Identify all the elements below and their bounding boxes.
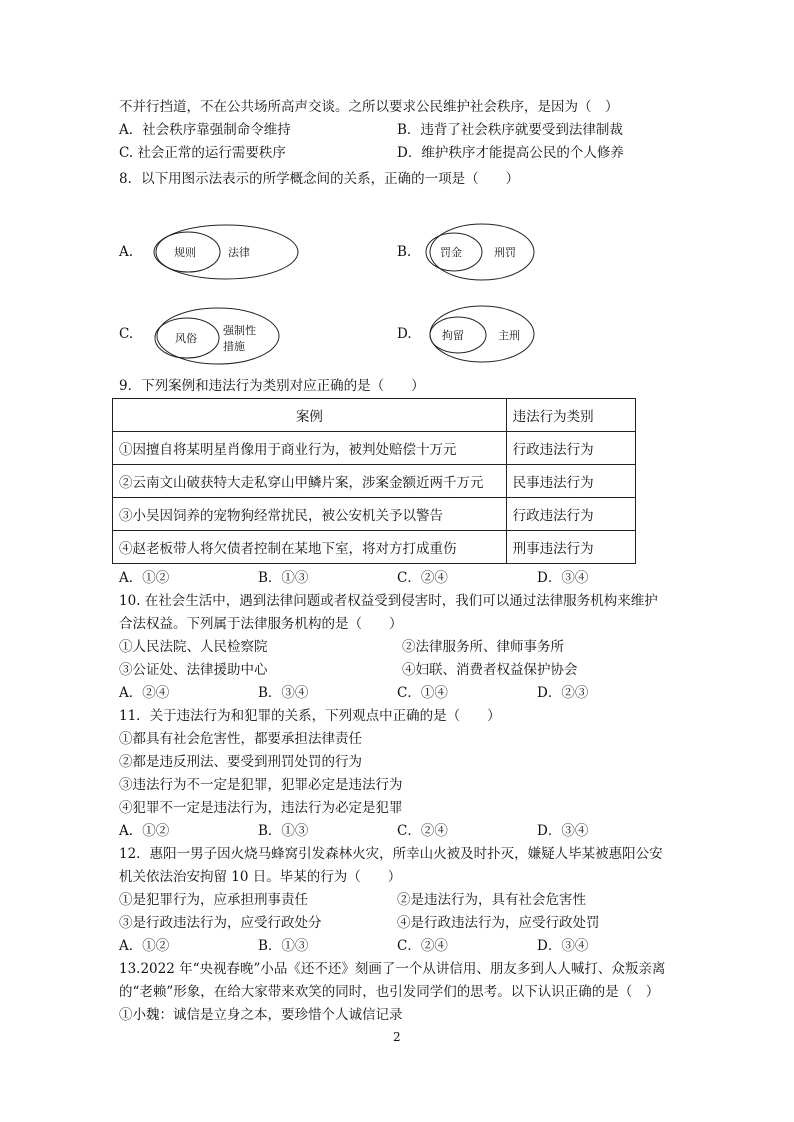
- table-cell: ②云南文山破获特大走私穿山甲鳞片案，涉案金额近两千万元: [113, 465, 507, 498]
- q10-item-2: ②法律服务所、律师事务所: [402, 639, 564, 655]
- q11-item-2: ②都是违反刑法、要受到刑罚处罚的行为: [119, 754, 362, 770]
- q12-option-b: B．①③: [258, 938, 309, 954]
- q11-option-a: A．①②: [119, 823, 170, 839]
- table-cell: ③小吴因饲养的宠物狗经常扰民，被公安机关予以警告: [113, 498, 507, 531]
- q8-diagram-c: [155, 305, 285, 367]
- q8-diagram-c-outer-line1: 强制性: [223, 324, 256, 337]
- q12-item-3: ③是行政违法行为，应受行政处分: [119, 915, 322, 931]
- q10-option-b: B．③④: [258, 685, 309, 701]
- table-row: [113, 498, 636, 531]
- q11-item-3: ③违法行为不一定是犯罪，犯罪必定是违法行为: [119, 777, 403, 793]
- q8-diagram-d-inner: 拘留: [442, 329, 464, 342]
- q9-option-a: A．①②: [119, 570, 170, 586]
- q12-option-c: C．②④: [397, 938, 448, 954]
- q13-stem-line1: 13.2022 年“央视春晚”小品《还不还》刻画了一个从讲信用、朋友多到人人喊打、众叛亲离: [119, 961, 666, 977]
- q13-item-1: ①小魏：诚信是立身之本，要珍惜个人诚信记录: [119, 1007, 403, 1023]
- option-c: C. 社会正常的运行需要秩序: [119, 145, 286, 161]
- table-cell: 行政违法行为: [506, 498, 635, 531]
- q9-option-b: B．①③: [258, 570, 309, 586]
- q9-option-d: D．③④: [537, 570, 589, 586]
- table-cell: ①因擅自将某明星肖像用于商业行为，被判处赔偿十万元: [113, 432, 507, 465]
- q8-diagram-d-letter: D.: [397, 326, 412, 342]
- q10-stem-line1: 10. 在社会生活中，遇到法律问题或者权益受到侵害时，我们可以通过法律服务机构来维护: [119, 593, 658, 609]
- q8-diagram-d: [430, 304, 540, 364]
- q10-stem-line2: 合法权益。下列属于法律服务机构的是（ ）: [119, 616, 403, 632]
- q8-diagram-b-letter: B.: [397, 244, 412, 260]
- q10-option-d: D．②③: [537, 685, 589, 701]
- table-header-row: [113, 399, 636, 432]
- table-header-case: 案例: [113, 399, 507, 432]
- table-header-category: 违法行为类别: [506, 399, 635, 432]
- q8-diagram-b-outer: 刑罚: [494, 246, 516, 259]
- q10-option-c: C．①④: [397, 685, 448, 701]
- page-number: 2: [393, 1030, 401, 1044]
- q8-diagram-a-outer: 法律: [228, 246, 250, 259]
- previous-question-stem-tail: 不并行挡道，不在公共场所高声交谈。之所以要求公民维护社会秩序，是因为（ ）: [119, 99, 619, 115]
- q10-option-a: A．②④: [119, 685, 170, 701]
- table-cell: ④赵老板带人将欠债者控制在某地下室，将对方打成重伤: [113, 531, 507, 564]
- option-b: B．违背了社会秩序就要受到法律制裁: [397, 122, 623, 138]
- option-d: D．维护秩序才能提高公民的个人修养: [397, 145, 624, 161]
- q11-stem: 11．关于违法行为和犯罪的关系，下列观点中正确的是（ ）: [119, 708, 501, 724]
- table-row: [113, 465, 636, 498]
- q8-diagram-a-inner: 规则: [174, 246, 196, 259]
- q12-option-a: A．①②: [119, 938, 170, 954]
- table-row: [113, 531, 636, 564]
- q12-stem-line2: 机关依法治安拘留 10 日。毕某的行为（ ）: [119, 869, 402, 885]
- q10-item-1: ①人民法院、人民检察院: [119, 639, 268, 655]
- q8-diagram-c-inner: 风俗: [175, 332, 197, 345]
- q10-item-3: ③公证处、法律援助中心: [119, 662, 268, 678]
- q9-option-c: C．②④: [397, 570, 448, 586]
- q8-diagram-c-letter: C.: [119, 326, 134, 342]
- q11-item-1: ①都具有社会危害性，都要承担法律责任: [119, 731, 362, 747]
- q11-option-d: D．③④: [537, 823, 589, 839]
- q9-table: [112, 398, 636, 564]
- q8-diagram-b: [430, 222, 540, 282]
- q12-item-2: ②是违法行为，具有社会危害性: [397, 892, 586, 908]
- q12-item-4: ④是行政违法行为，应受行政处罚: [397, 915, 600, 931]
- table-cell: 刑事违法行为: [506, 531, 635, 564]
- q8-diagram-c-outer-line2: 措施: [223, 340, 245, 353]
- q8-diagram-b-inner: 罚金: [440, 246, 462, 259]
- table-cell: 民事违法行为: [506, 465, 635, 498]
- q12-option-d: D．③④: [537, 938, 589, 954]
- q13-stem-line2: 的“老赖”形象，在给大家带来欢笑的同时，也引发同学们的思考。以下认识正确的是（ ）: [119, 984, 660, 1000]
- q8-diagram-d-outer: 主刑: [498, 329, 520, 342]
- q8-diagram-a: [152, 222, 302, 282]
- table-cell: 行政违法行为: [506, 432, 635, 465]
- q12-item-1: ①是犯罪行为，应承担刑事责任: [119, 892, 308, 908]
- q9-stem: 9．下列案例和违法行为类别对应正确的是（ ）: [119, 378, 425, 394]
- option-a: A．社会秩序靠强制命令维持: [119, 122, 291, 138]
- q10-item-4: ④妇联、消费者权益保护协会: [402, 662, 578, 678]
- q11-option-c: C．②④: [397, 823, 448, 839]
- q11-item-4: ④犯罪不一定是违法行为，违法行为必定是犯罪: [119, 800, 403, 816]
- q8-stem: 8．以下用图示法表示的所学概念间的关系，正确的一项是（ ）: [119, 171, 520, 187]
- table-row: [113, 432, 636, 465]
- q8-diagram-a-letter: A.: [119, 244, 134, 260]
- q12-stem-line1: 12．惠阳一男子因火烧马蜂窝引发森林火灾，所幸山火被及时扑灭，嫌疑人毕某被惠阳公安: [119, 846, 663, 862]
- q11-option-b: B．①③: [258, 823, 309, 839]
